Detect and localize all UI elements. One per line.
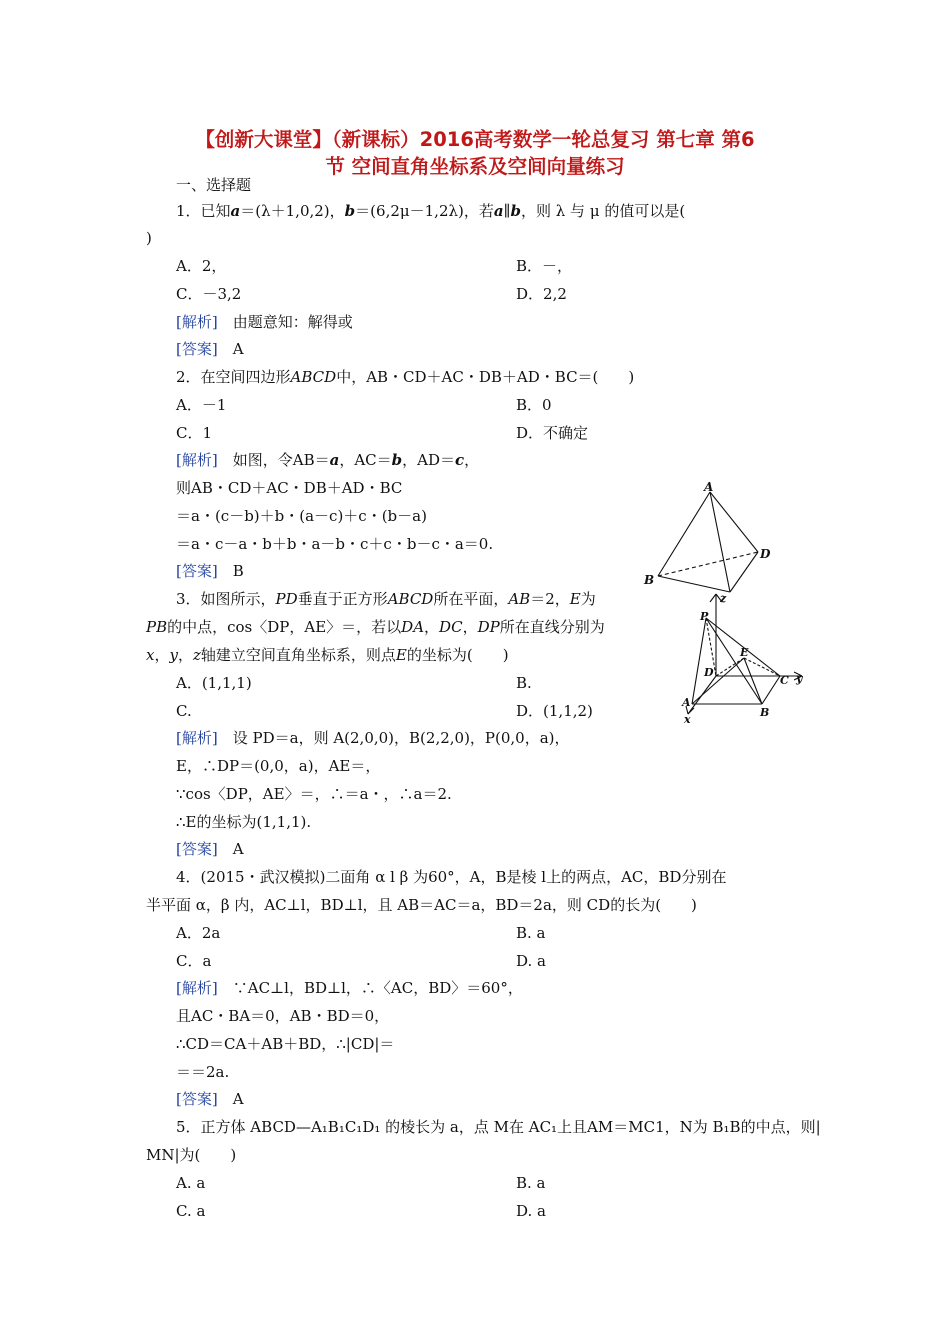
q4-option-c: C．a (176, 952, 212, 970)
tetrahedron-figure (638, 480, 778, 600)
fig1-label-b: B (644, 573, 655, 587)
q1-option-c: C．－3,2 (176, 285, 242, 303)
q2-analysis-2: 则AB・CD＋AC・DB＋AD・BC (176, 479, 403, 497)
q1-stem: 1．已知a＝(λ＋1,0,2)，b＝(6,2μ－1,2λ)，若a∥b，则 λ 与 μ 的值可以是( (176, 202, 686, 220)
q5-option-b: B. a (516, 1174, 546, 1192)
q2-analysis-3: ＝a・(c－b)＋b・(a－c)＋c・(b－a) (176, 507, 427, 525)
q3-option-d: D．(1,1,2) (516, 702, 593, 720)
q1-option-b: B．－， (516, 257, 573, 275)
fig1-label-a: A (704, 480, 714, 494)
q3-stem-3: x，y，z轴建立空间直角坐标系，则点E的坐标为( ) (146, 646, 509, 664)
q4-stem-2: 半平面 α，β 内，AC⊥l，BD⊥l，且 AB＝AC＝a，BD＝2a，则 CD的长为( ) (146, 896, 697, 914)
section-heading: 一、选择题 (176, 176, 252, 194)
q2-stem: 2．在空间四边形ABCD中，AB・CD＋AC・DB＋AD・BC＝( ) (176, 368, 635, 386)
q3-analysis-4: ∴E的坐标为(1,1,1). (176, 813, 312, 831)
fig2-label-d: D (704, 666, 714, 679)
q4-analysis-4: ＝＝2a. (176, 1063, 230, 1081)
q5-option-a: A. a (176, 1174, 206, 1192)
q2-analysis-4: ＝a・c－a・b＋b・a－b・c＋c・b－c・a＝0. (176, 535, 494, 553)
q3-stem-2: PB的中点，cos〈DP，AE〉＝，若以DA，DC，DP所在直线分别为 (146, 618, 605, 636)
q3-analysis-1: [解析] 设 PD＝a，则 A(2,0,0)，B(2,2,0)，P(0,0，a)， (176, 729, 570, 747)
q4-analysis-3: ∴CD＝CA＋AB＋BD，∴|CD|＝ (176, 1035, 395, 1053)
q2-option-d: D．不确定 (516, 424, 589, 442)
q3-option-c: C. (176, 702, 192, 720)
q4-stem-1: 4．(2015・武汉模拟)二面角 α l β 为60°，A，B是棱 l上的两点，AC，BD分别在 (176, 868, 727, 886)
q2-analysis-1: [解析] 如图，令AB＝a，AC＝b，AD＝c， (176, 451, 480, 469)
q3-analysis-2: E，∴DP＝(0,0，a)，AE＝， (176, 757, 381, 775)
q4-option-a: A．2a (176, 924, 221, 942)
q1-stem-cont: ) (146, 229, 152, 247)
q3-analysis-3: ∵cos〈DP，AE〉＝，∴＝a・，∴a＝2. (176, 785, 452, 803)
q3-answer: [答案] A (176, 840, 244, 858)
q5-option-d: D. a (516, 1202, 546, 1220)
fig2-label-p: P (700, 610, 709, 623)
fig2-label-e: E (740, 646, 749, 659)
fig1-label-d: D (760, 547, 771, 561)
fig2-label-z: z (720, 592, 727, 605)
q3-stem-1: 3．如图所示，PD垂直于正方形ABCD所在平面，AB＝2，E为 (176, 590, 596, 608)
q1-answer: [答案] A (176, 340, 244, 358)
q2-option-a: A．－1 (176, 396, 227, 414)
q1-option-d: D．2,2 (516, 285, 567, 303)
title-line-1: 【创新大课堂】（新课标）2016高考数学一轮总复习 第七章 第6 (195, 128, 755, 151)
fig2-label-x: x (684, 713, 691, 725)
pyramid-coordinate-figure (672, 590, 812, 725)
title-line-2: 节 空间直角坐标系及空间向量练习 (325, 155, 625, 178)
fig2-label-b: B (760, 706, 770, 719)
q4-answer: [答案] A (176, 1090, 244, 1108)
q3-option-a: A．(1,1,1) (176, 674, 252, 692)
q5-option-c: C. a (176, 1202, 206, 1220)
fig2-label-c: C (780, 674, 789, 687)
q3-option-b: B. (516, 674, 532, 692)
q1-option-a: A．2， (176, 257, 227, 275)
fig2-label-y: y (796, 672, 803, 685)
document-title (100, 126, 850, 180)
q2-answer: [答案] B (176, 562, 244, 580)
q2-option-c: C．1 (176, 424, 213, 442)
q4-analysis-1: [解析] ∵AC⊥l，BD⊥l，∴〈AC，BD〉＝60°， (176, 979, 523, 997)
q4-option-d: D. a (516, 952, 546, 970)
q2-option-b: B．0 (516, 396, 552, 414)
q5-stem-2: MN|为( ) (146, 1146, 237, 1164)
q4-option-b: B. a (516, 924, 546, 942)
q4-analysis-2: 且AC・BA＝0，AB・BD＝0， (176, 1007, 390, 1025)
fig2-label-a: A (682, 696, 691, 709)
q1-analysis: [解析] 由题意知：解得或 (176, 313, 353, 331)
q5-stem-1: 5．正方体 ABCD—A₁B₁C₁D₁ 的棱长为 a，点 M在 AC₁上且AM＝MC1，N为 B₁B的中点，则| (176, 1118, 821, 1136)
